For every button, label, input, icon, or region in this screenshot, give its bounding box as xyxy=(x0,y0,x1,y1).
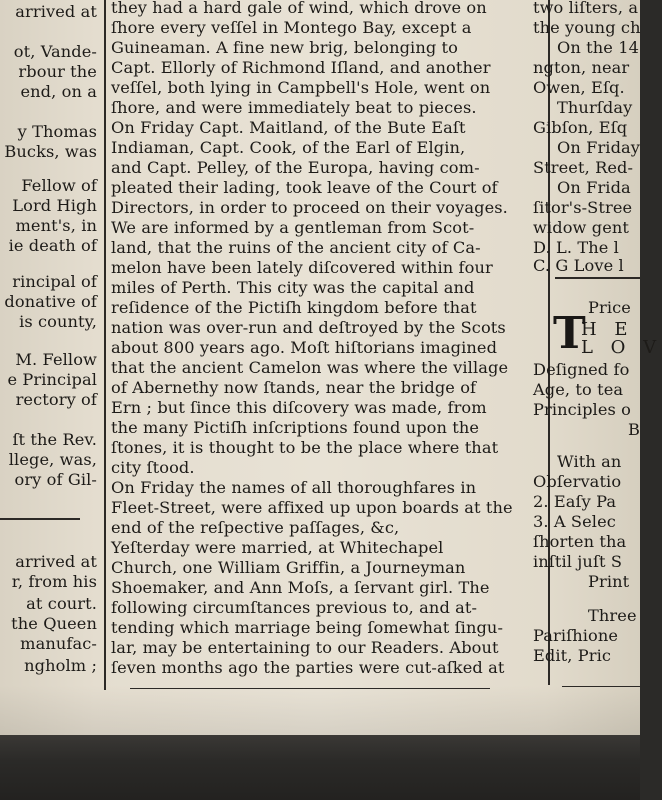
right-column xyxy=(533,0,662,700)
right-column-line: Obſervatio xyxy=(533,472,622,491)
right-column-line: inſtil juſt S xyxy=(533,552,623,571)
right-column-line: two liſters, a xyxy=(533,0,639,17)
right-column-line: Pariſhione xyxy=(533,626,619,645)
main-column-line: land, that the ruins of the ancient city of Ca- xyxy=(111,238,481,257)
right-column-line: ſitor's-Stree xyxy=(533,198,633,217)
main-column-line: they had a hard gale of wind, which drove on xyxy=(111,0,487,17)
right-column-line: Gibſon, Eſq xyxy=(533,118,628,137)
left-column-line: donative of xyxy=(4,292,97,311)
main-column-line: Shoemaker, and Ann Moſs, a ſervant girl. The xyxy=(111,578,490,597)
main-column-line: following circumſtances previous to, and at- xyxy=(111,598,478,617)
left-column-line: arrived at xyxy=(15,552,97,571)
main-column-line: Guineaman. A fine new brig, belonging to xyxy=(111,38,459,57)
main-column-line: Yeſterday were married, at Whitechapel xyxy=(111,538,444,557)
left-column-line: y Thomas xyxy=(17,122,97,141)
right-column-line: On Friday xyxy=(557,138,641,157)
right-column-line: Edit, Pric xyxy=(533,646,612,665)
left-column-line: manufac- xyxy=(20,634,97,653)
right-column-line: Deſigned fo xyxy=(533,360,630,379)
right-column-line: Street, Red- xyxy=(533,158,634,177)
right-column-line: 3. A Selec xyxy=(533,512,616,531)
right-column-line: widow gent xyxy=(533,218,630,237)
right-column-line: Three xyxy=(588,606,637,625)
left-column-line: ment's, in xyxy=(15,216,97,235)
column-rule-left xyxy=(104,0,106,690)
main-column-line: and Capt. Pelley, of the Europa, having com- xyxy=(111,158,480,177)
left-column-line: rincipal of xyxy=(12,272,97,291)
left-column-line: llege, was, xyxy=(8,450,97,469)
left-column-line: ory of Gil- xyxy=(14,470,97,489)
right-column-line: Owen, Eſq. xyxy=(533,78,625,97)
right-column-line: On Frida xyxy=(557,178,631,197)
right-column-line: Thurſday xyxy=(557,98,633,117)
advertisement-drop-cap: T xyxy=(553,308,586,359)
main-column-line: ſhore, and were immediately beat to pieces. xyxy=(111,98,477,117)
main-column-line: Indiaman, Capt. Cook, of the Earl of Elgin, xyxy=(111,138,466,157)
main-column-line: lar, may be entertaining to our Readers. About xyxy=(111,638,499,657)
main-column-line: Capt. Ellorly of Richmond Iſland, and another xyxy=(111,58,491,77)
left-column-line: rbour the xyxy=(18,62,97,81)
left-column xyxy=(0,0,97,700)
right-column-line: H E xyxy=(581,319,634,340)
main-column-line: melon have been lately diſcovered within four xyxy=(111,258,493,277)
right-column-line: On the 14 xyxy=(557,38,639,57)
left-column-line: e Principal xyxy=(7,370,97,389)
main-column-line: Fleet-Street, were affixed up upon boards at the xyxy=(111,498,513,517)
left-column-line: at court. xyxy=(26,594,97,613)
main-column-line: ſeven months ago the parties were cut-aſked at xyxy=(111,658,505,677)
right-column-line: D. L. The l xyxy=(533,238,619,257)
right-column-line: the young ch xyxy=(533,18,641,37)
main-column-line: tending which marriage being ſomewhat ſingu- xyxy=(111,618,504,637)
main-column-line: On Friday Capt. Maitland, of the Bute Eaſt xyxy=(111,118,466,137)
main-column-line: ſhore every veſſel in Montego Bay, except a xyxy=(111,18,472,37)
main-column-line: On Friday the names of all thoroughfares in xyxy=(111,478,477,497)
right-column-line: B xyxy=(628,420,640,439)
right-section-rule xyxy=(555,277,640,279)
right-column-line: With an xyxy=(557,452,622,471)
right-column-line: Print xyxy=(588,572,630,591)
main-column-line: Directors, in order to proceed on their voyages. xyxy=(111,198,508,217)
right-column-line: 2. Eaſy Pa xyxy=(533,492,617,511)
main-column-line: Church, one William Griffin, a Journeyman xyxy=(111,558,466,577)
right-column-line: ſhorten tha xyxy=(533,532,627,551)
left-column-line: end, on a xyxy=(20,82,97,101)
main-column-line: miles of Perth. This city was the capital and xyxy=(111,278,475,297)
left-column-line: ot, Vande- xyxy=(13,42,97,61)
left-column-line: Fellow of xyxy=(21,176,97,195)
left-column-line: arrived at xyxy=(15,2,97,21)
right-column-line: Age, to tea xyxy=(533,380,624,399)
dark-background-strip xyxy=(0,735,640,800)
right-column-line: Principles o xyxy=(533,400,631,419)
main-column-line: of Abernethy now ſtands, near the bridge of xyxy=(111,378,477,397)
left-column-line: Lord High xyxy=(12,196,97,215)
left-column-line: Bucks, was xyxy=(4,142,97,161)
main-column-line: city ſtood. xyxy=(111,458,195,477)
main-column-line: Ern ; but ſince this diſcovery was made, from xyxy=(111,398,487,417)
left-column-line: M. Fellow xyxy=(15,350,97,369)
main-column xyxy=(111,0,541,700)
left-column-line: r, from his xyxy=(11,572,97,591)
main-column-line: end of the reſpective paſſages, &c, xyxy=(111,518,400,537)
main-column-line: ſtones, it is thought to be the place where that xyxy=(111,438,499,457)
main-column-line: reſidence of the Pictiſh kingdom before that xyxy=(111,298,477,317)
main-column-line: pleated their lading, took leave of the Court of xyxy=(111,178,498,197)
main-column-line: veſſel, both lying in Campbell's Hole, went on xyxy=(111,78,491,97)
left-column-line: ie death of xyxy=(8,236,97,255)
main-column-line: the many Pictiſh inſcriptions found upon the xyxy=(111,418,480,437)
left-column-line: the Queen xyxy=(11,614,97,633)
right-column-line: L O V xyxy=(581,337,662,358)
main-column-line: We are informed by a gentleman from Scot- xyxy=(111,218,475,237)
main-column-line: nation was over-run and deſtroyed by the Scots xyxy=(111,318,506,337)
main-column-line: about 800 years ago. Moſt hiſtorians imagined xyxy=(111,338,498,357)
right-column-line: ngton, near xyxy=(533,58,630,77)
main-column-line: that the ancient Camelon was where the village xyxy=(111,358,509,377)
bottom-rule-main xyxy=(130,688,490,689)
right-column-line: Price xyxy=(588,298,631,317)
right-column-line: C. G Love l xyxy=(533,256,624,275)
left-section-rule xyxy=(0,518,80,520)
left-column-line: ngholm ; xyxy=(24,656,97,675)
bottom-rule-right xyxy=(562,686,640,687)
left-column-line: ſt the Rev. xyxy=(12,430,97,449)
left-column-line: is county, xyxy=(19,312,97,331)
left-column-line: rectory of xyxy=(15,390,97,409)
